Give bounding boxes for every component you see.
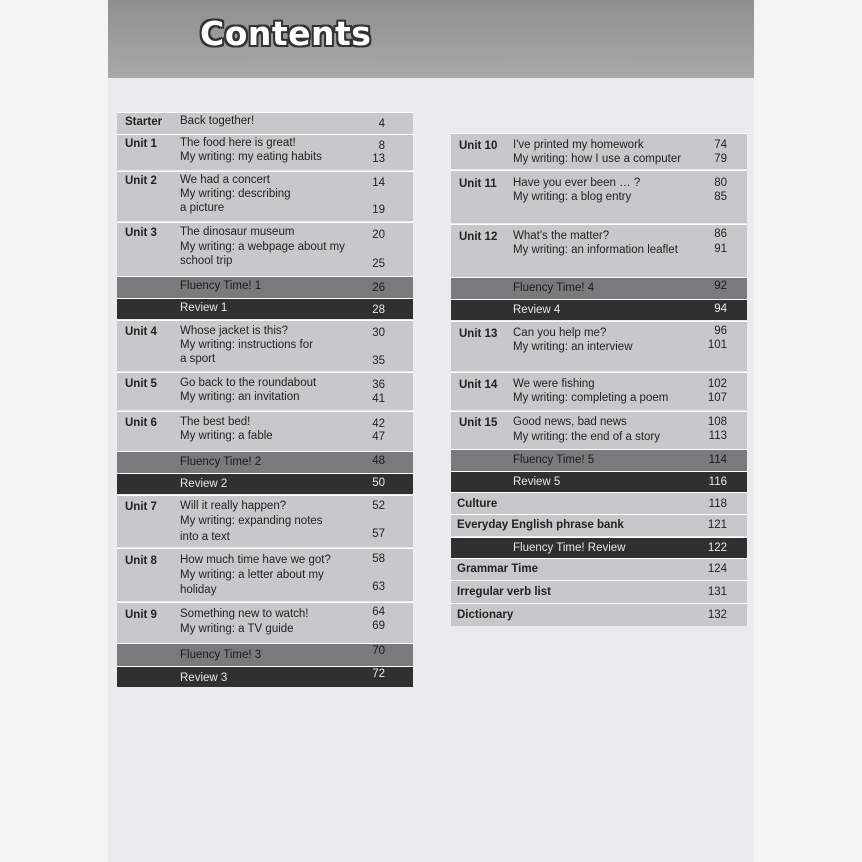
entry-subtitle: a picture (180, 202, 225, 214)
entry-title: Will it really happen? (180, 500, 287, 512)
entry-subtitle: school trip (180, 255, 233, 267)
unit-label: Unit 7 (125, 501, 157, 513)
entry-title: Everyday English phrase bank (457, 519, 624, 531)
page-number: 114 (708, 454, 727, 466)
contents-row (451, 580, 747, 603)
entry-subtitle: holiday (180, 584, 217, 596)
page-number: 4 (378, 118, 385, 130)
page-number: 86 (714, 228, 727, 240)
unit-label: Unit 11 (459, 178, 497, 190)
page-number: 79 (714, 153, 727, 165)
entry-title: Review 3 (180, 672, 228, 684)
contents-row (451, 603, 747, 626)
page-number: 113 (708, 430, 727, 442)
page-number: 132 (707, 609, 727, 621)
unit-label: Unit 1 (125, 138, 157, 150)
entry-subtitle: My writing: instructions for (180, 339, 313, 351)
entry-title: The food here is great! (180, 137, 296, 149)
entry-subtitle: a sport (180, 353, 216, 365)
unit-label: Unit 14 (459, 379, 498, 391)
fluency-row (117, 451, 413, 473)
unit-label: Unit 2 (125, 175, 157, 187)
page-number: 8 (378, 140, 385, 152)
page-number: 13 (372, 153, 385, 165)
entry-subtitle: into a text (180, 531, 230, 543)
contents-row (451, 321, 747, 371)
contents-row (451, 224, 747, 277)
contents-row (451, 492, 747, 514)
page-number: 70 (372, 645, 385, 657)
entry-title: Grammar Time (457, 563, 538, 575)
entry-subtitle: My writing: a fable (180, 430, 273, 442)
review-row (451, 471, 747, 492)
contents-row (117, 134, 413, 170)
entry-title: Something new to watch! (180, 608, 309, 620)
page-number: 116 (708, 476, 727, 488)
page-number: 107 (707, 392, 727, 404)
page-number: 26 (372, 282, 385, 294)
page-number: 102 (707, 378, 727, 390)
unit-label: Unit 6 (125, 417, 157, 429)
page-number: 122 (707, 542, 727, 554)
fluency-row (451, 449, 747, 471)
unit-label: Unit 5 (125, 378, 157, 390)
page-number: 108 (707, 416, 727, 428)
entry-title: Fluency Time! 1 (180, 280, 262, 292)
page-number: 72 (372, 668, 385, 680)
contents-row (117, 548, 413, 601)
entry-title: Fluency Time! 4 (513, 282, 595, 294)
contents-row (117, 495, 413, 547)
page-number: 41 (372, 393, 385, 405)
entry-title: Irregular verb list (457, 586, 551, 598)
page-number: 64 (372, 606, 385, 618)
page-number: 25 (372, 258, 385, 270)
entry-title: Fluency Time! 3 (180, 649, 262, 661)
contents-row (451, 372, 747, 410)
unit-label: Unit 15 (459, 417, 498, 429)
page-number: 118 (708, 498, 727, 510)
page-number: 74 (714, 139, 727, 151)
contents-row (451, 411, 747, 449)
unit-label: Unit 8 (125, 555, 157, 567)
entry-title: We had a concert (180, 174, 270, 186)
entry-title: The dinosaur museum (180, 226, 295, 238)
page-number: 30 (372, 327, 385, 339)
review-row (117, 298, 413, 319)
entry-subtitle: My writing: an interview (513, 341, 633, 353)
entry-title: Go back to the roundabout (180, 377, 317, 389)
page-number: 101 (707, 339, 727, 351)
page-number: 28 (372, 304, 385, 316)
entry-title: Dictionary (457, 609, 514, 621)
contents-row (451, 133, 747, 169)
unit-label: Unit 4 (125, 326, 157, 338)
entry-title: The best bed! (180, 416, 251, 428)
page-number: 52 (372, 500, 385, 512)
fluency-row (117, 643, 413, 666)
page-number: 92 (714, 280, 727, 292)
entry-title: Have you ever been … ? (513, 177, 641, 189)
entry-subtitle: My writing: expanding notes (180, 515, 323, 527)
entry-title: Fluency Time! 5 (513, 454, 595, 466)
unit-label: Unit 13 (459, 328, 498, 340)
page-number: 57 (372, 528, 385, 540)
entry-subtitle: My writing: a letter about my (180, 569, 324, 581)
contents-row (117, 602, 413, 643)
page-number: 50 (372, 477, 385, 489)
page-number: 121 (707, 519, 727, 531)
contents-row (451, 514, 747, 536)
page-number: 80 (714, 177, 727, 189)
entry-title: Fluency Time! 2 (180, 456, 262, 468)
entry-subtitle: My writing: how I use a computer (513, 153, 682, 165)
page-number: 42 (372, 418, 385, 430)
contents-row (117, 112, 413, 134)
page-number: 58 (372, 553, 385, 565)
page-number: 94 (714, 303, 727, 315)
entry-subtitle: My writing: a webpage about my (180, 241, 345, 253)
page-number: 85 (714, 191, 727, 203)
entry-title: Can you help me? (513, 327, 607, 339)
entry-title: Review 2 (180, 478, 228, 490)
page-title: Contents (200, 14, 372, 53)
entry-title: Back together! (180, 115, 255, 127)
unit-label: Unit 9 (125, 609, 157, 621)
contents-row (117, 320, 413, 371)
unit-label: Unit 12 (459, 231, 498, 243)
entry-subtitle: My writing: my eating habits (180, 151, 322, 163)
unit-label: Unit 10 (459, 140, 498, 152)
entry-title: Good news, bad news (513, 416, 627, 428)
page-number: 69 (372, 620, 385, 632)
entry-title: Fluency Time! Review (513, 542, 626, 554)
entry-title: Review 5 (513, 476, 561, 488)
page-number: 91 (714, 243, 727, 255)
review-row (117, 666, 413, 687)
entry-title: I've printed my homework (513, 139, 644, 151)
page-number: 96 (714, 325, 727, 337)
review-row (451, 537, 747, 558)
entry-title: Culture (457, 498, 498, 510)
unit-label: Unit 3 (125, 227, 157, 239)
entry-subtitle: My writing: an invitation (180, 391, 300, 403)
page-number: 48 (372, 455, 385, 467)
contents-row (117, 411, 413, 451)
page-number: 35 (372, 355, 385, 367)
page-number: 47 (372, 431, 385, 443)
unit-label: Starter (125, 116, 163, 128)
page-number: 20 (372, 229, 385, 241)
entry-subtitle: My writing: a blog entry (513, 191, 632, 203)
contents-row (117, 222, 413, 276)
page-number: 14 (372, 177, 385, 189)
entry-subtitle: My writing: the end of a story (513, 431, 661, 443)
entry-subtitle: My writing: describing (180, 188, 291, 200)
contents-row (451, 170, 747, 223)
contents-row (117, 372, 413, 410)
entry-subtitle: My writing: a TV guide (180, 623, 294, 635)
review-row (117, 473, 413, 494)
page-number: 131 (707, 586, 727, 598)
entry-title: We were fishing (513, 378, 595, 390)
page-number: 36 (372, 379, 385, 391)
entry-title: Whose jacket is this? (180, 325, 289, 337)
entry-subtitle: My writing: an information leaflet (513, 244, 678, 256)
page-number: 63 (372, 581, 385, 593)
page-number: 19 (372, 204, 385, 216)
contents-row (451, 558, 747, 580)
fluency-row (451, 277, 747, 299)
entry-title: How much time have we got? (180, 554, 331, 566)
entry-title: Review 1 (180, 302, 228, 314)
entry-subtitle: My writing: completing a poem (513, 392, 669, 404)
page-number: 124 (707, 563, 727, 575)
entry-title: Review 4 (513, 304, 561, 316)
contents-row (117, 171, 413, 221)
entry-title: What's the matter? (513, 230, 610, 242)
review-row (451, 299, 747, 320)
fluency-row (117, 276, 413, 298)
